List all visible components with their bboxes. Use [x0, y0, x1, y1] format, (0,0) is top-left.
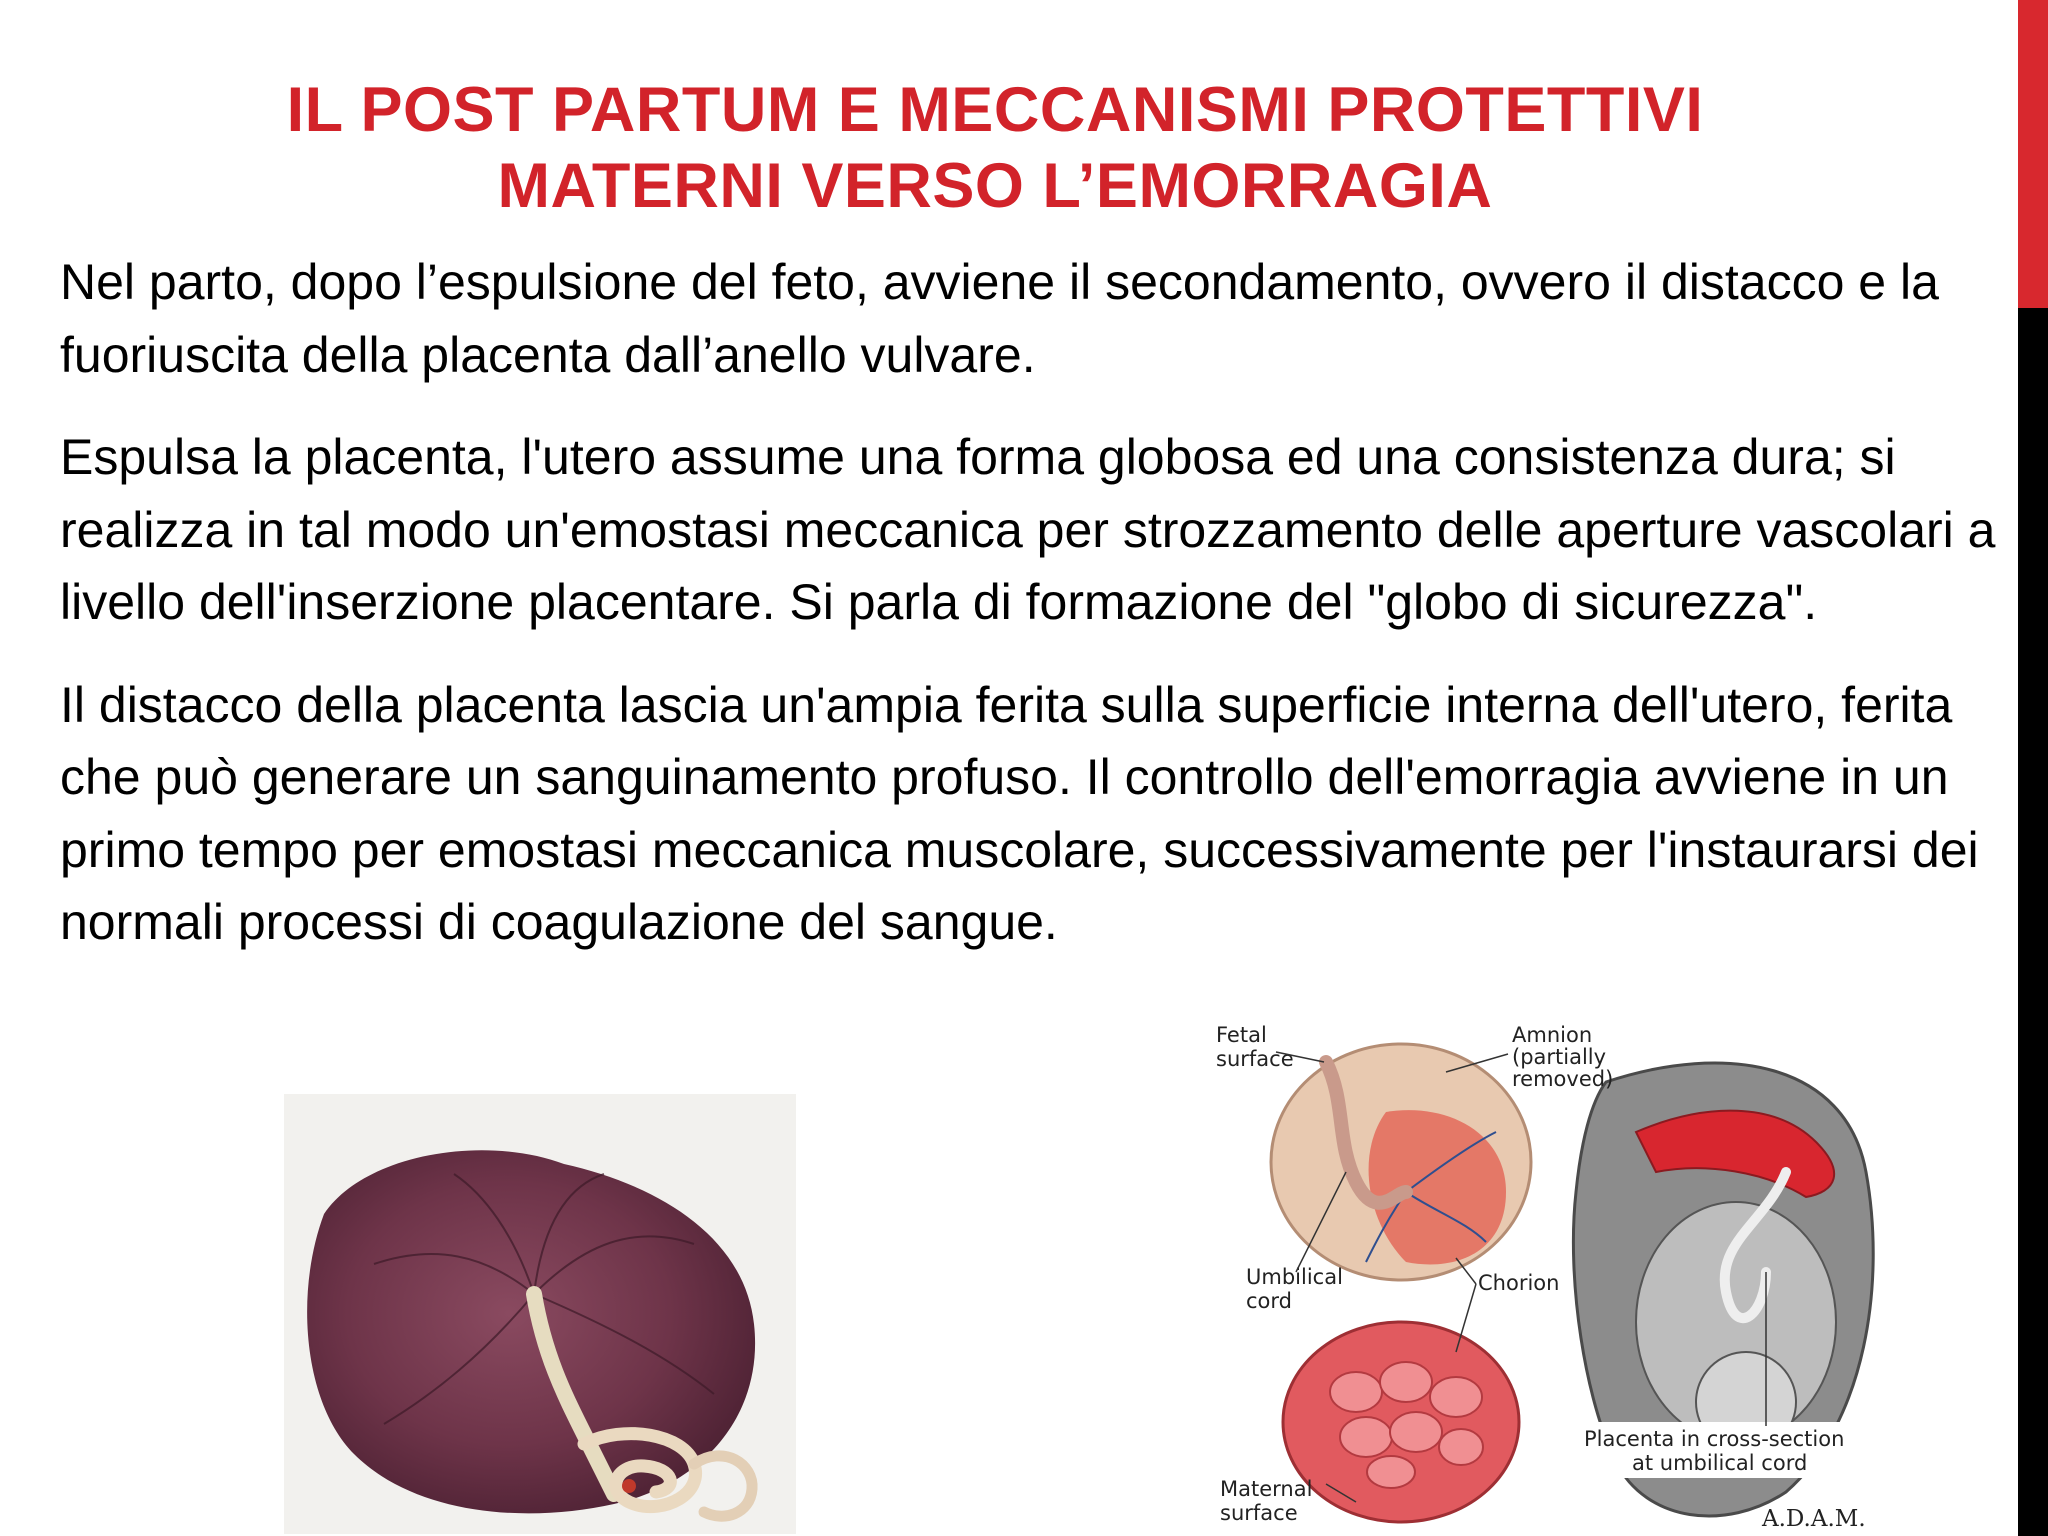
label-fetal-surface-2: surface	[1216, 1047, 1294, 1071]
label-amnion-1: Amnion	[1512, 1023, 1593, 1047]
adam-logo: A.D.A.M.	[1762, 1506, 1866, 1532]
title-line-1: IL POST PARTUM E MECCANISMI PROTETTIVI	[286, 75, 1704, 145]
label-cross-section-2: at umbilical cord	[1632, 1451, 1808, 1475]
slide-title	[60, 72, 1930, 224]
label-maternal-surface-2: surface	[1220, 1501, 1298, 1525]
title-line-2: MATERNI VERSO L’EMORRAGIA	[497, 151, 1493, 221]
label-cross-section-1: Placenta in cross-section	[1584, 1427, 1845, 1451]
label-amnion-3: removed)	[1512, 1067, 1614, 1091]
label-umbilical-cord-1: Umbilical	[1246, 1265, 1343, 1289]
paragraph-emostasi: Il distacco della placenta lascia un'ampia ferita sulla superficie interna dell'utero, ferita che può generare un sanguinamento profuso. Il controllo dell'emorragia avviene in un primo tempo per emostasi meccanica muscolare, successivamente per l'instaurarsi dei normali processi di coagulazione del sangue.	[60, 676, 1979, 950]
label-chorion: Chorion	[1478, 1271, 1560, 1295]
paragraph-globo-sicurezza: Espulsa la placenta, l'utero assume una forma globosa ed una consistenza dura; si realizza in tal modo un'emostasi meccanica per strozzamento delle aperture vascolari a livello dell'inserzione placentare. Si parla di formazione del "globo di sicurezza".	[60, 429, 1996, 630]
slide-body	[60, 246, 2000, 989]
label-umbilical-cord-2: cord	[1246, 1289, 1292, 1313]
paragraph-secondamento: Nel parto, dopo l’espulsione del feto, avviene il secondamento, ovvero il distacco e la fuoriuscita della placenta dall’anello vulvare.	[60, 254, 1939, 383]
label-amnion-2: (partially	[1512, 1045, 1607, 1069]
accent-bar-black	[2018, 308, 2048, 1536]
accent-bar-red	[2018, 0, 2048, 308]
placenta-photo	[284, 1094, 796, 1534]
label-fetal-surface-1: Fetal	[1216, 1023, 1267, 1047]
label-maternal-surface-1: Maternal	[1220, 1477, 1313, 1501]
placenta-diagram	[1206, 1022, 1894, 1534]
